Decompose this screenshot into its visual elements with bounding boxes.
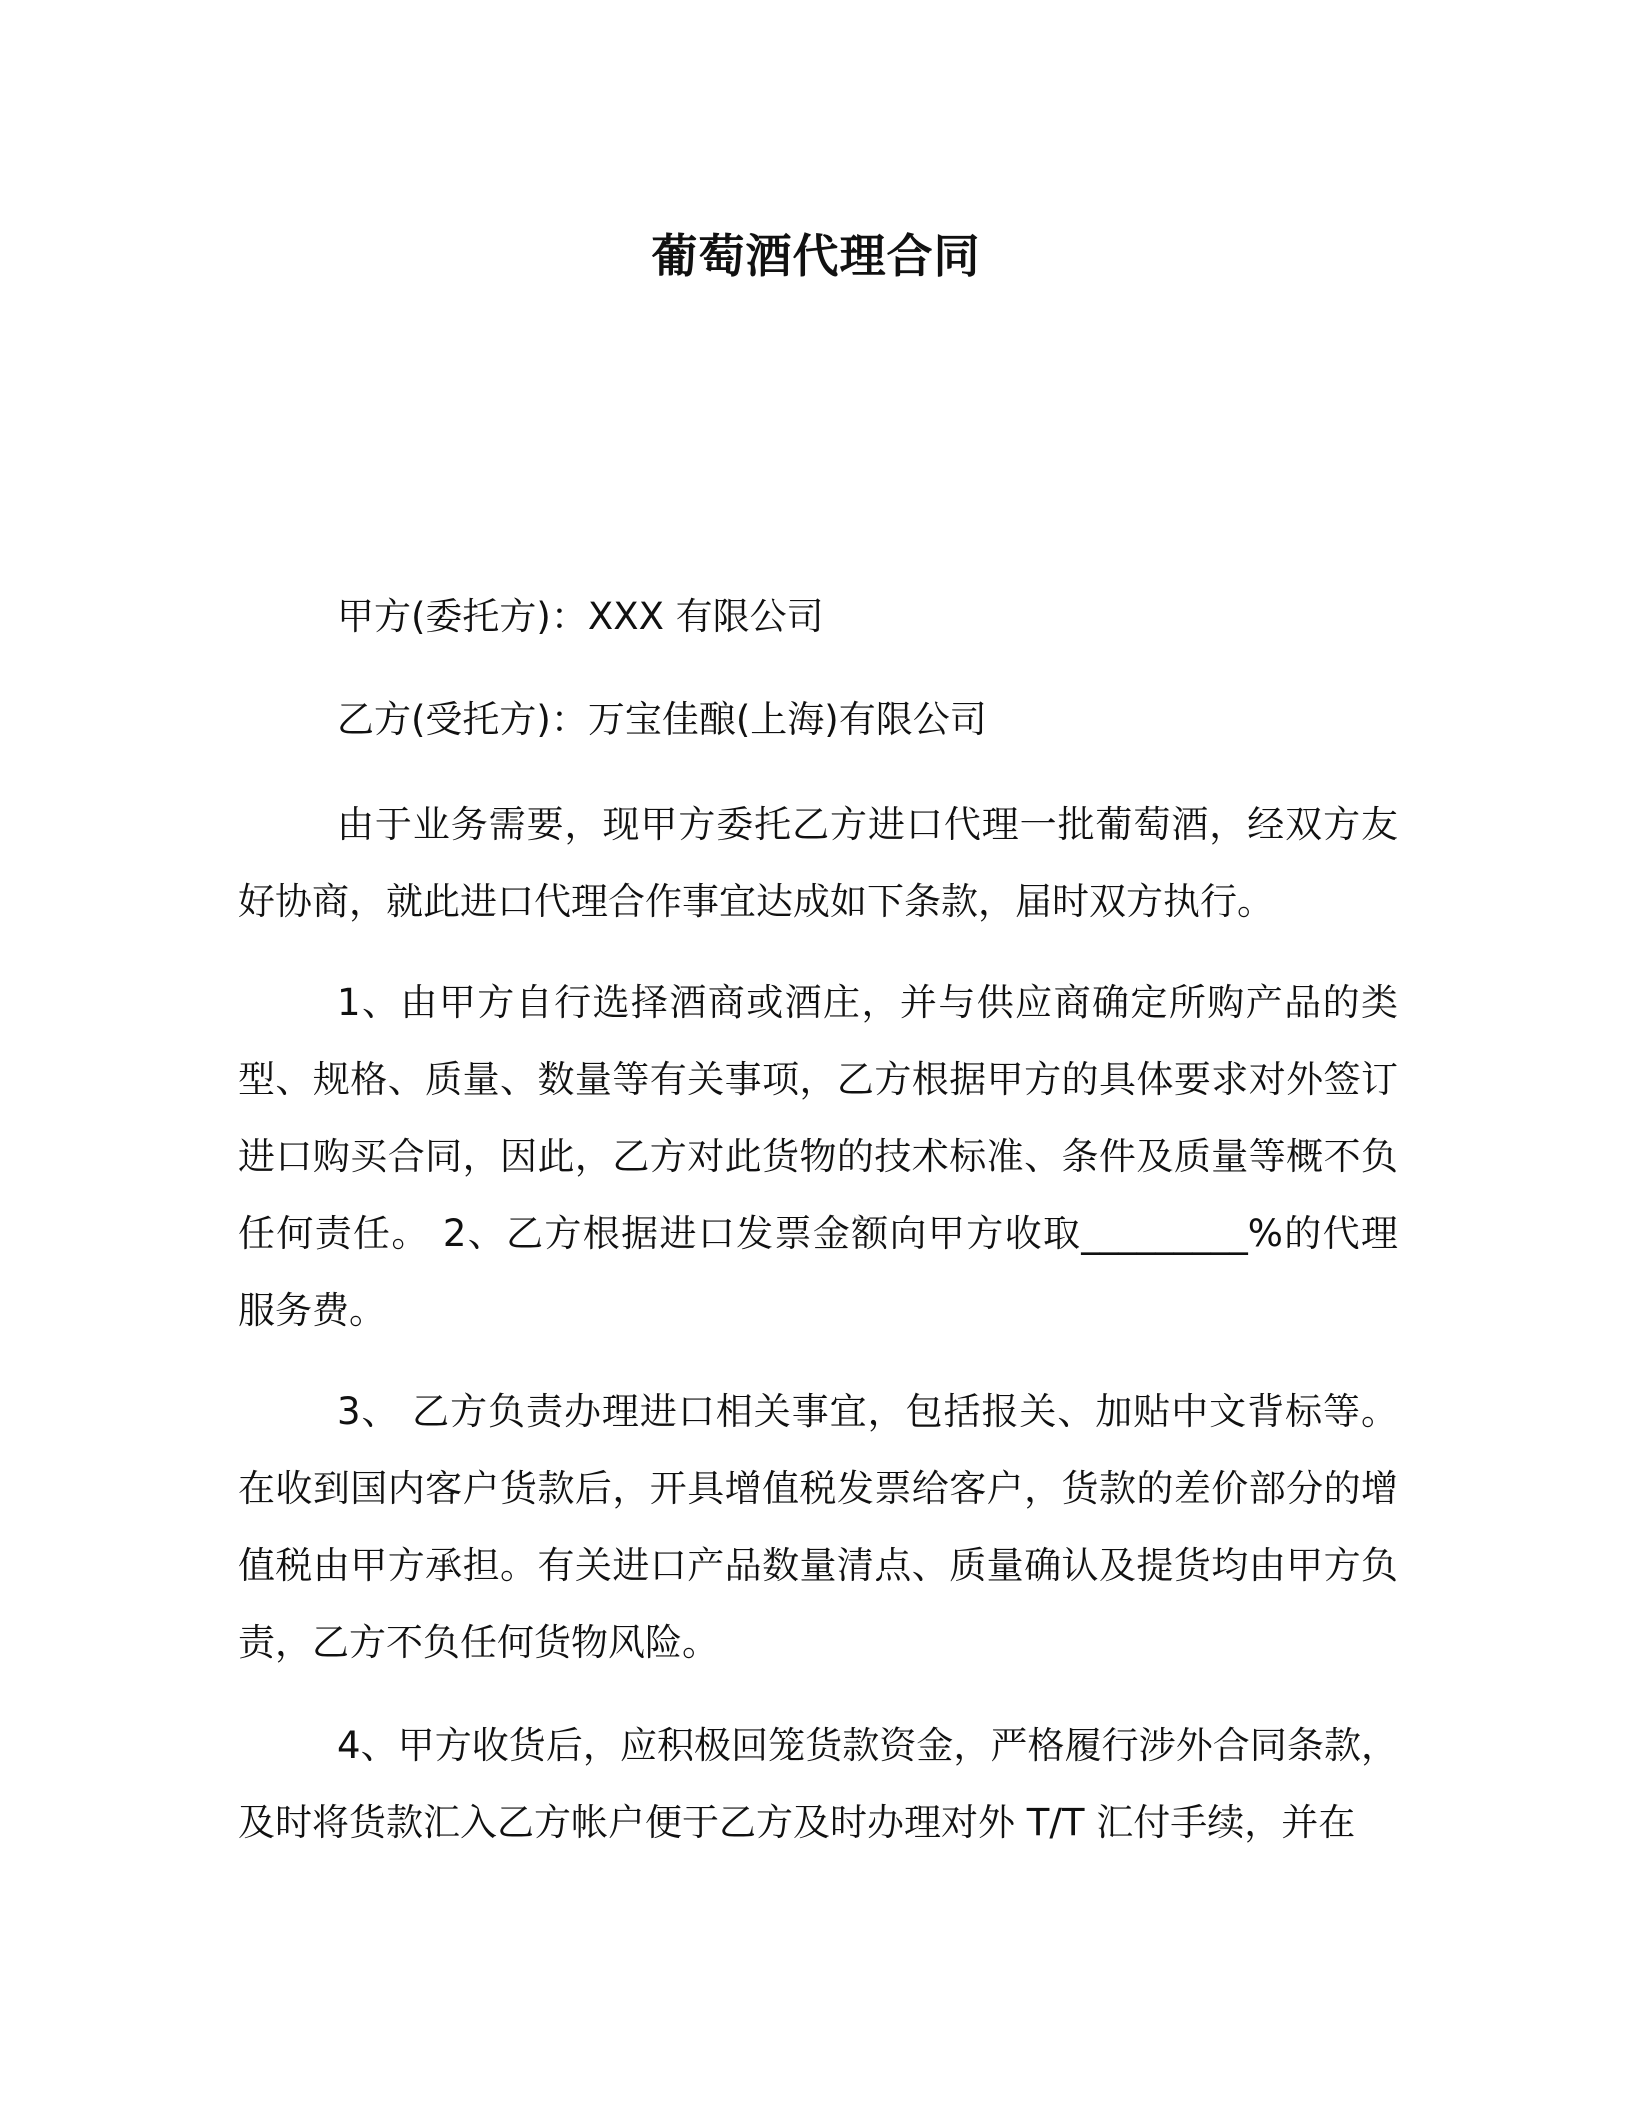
document-title: 葡萄酒代理合同	[651, 229, 981, 283]
clause-4-paragraph: 4、甲方收货后，应积极回笼货款资金，严格履行涉外合同条款，及时将货款汇入乙方帐户便于乙方及时办理对外 T/T 汇付手续，并在	[238, 1724, 1398, 1844]
party-b-line: 乙方(受托方)：万宝佳酿(上海)有限公司	[337, 698, 987, 741]
party-a-line: 甲方(委托方)：XXX 有限公司	[337, 595, 824, 638]
clause-1-2-paragraph: 1、由甲方自行选择酒商或酒庄，并与供应商确定所购产品的类型、规格、质量、数量等有关事项，乙方根据甲方的具体要求对外签订进口购买合同，因此，乙方对此货物的技术标准、条件及质量等概不负任何责任。 2、乙方根据进口发票金额向甲方收取_________%的代理服务费。	[238, 981, 1398, 1332]
clause-3-paragraph: 3、 乙方负责办理进口相关事宜，包括报关、加贴中文背标等。在收到国内客户货款后，开具增值税发票给客户，货款的差价部分的增值税由甲方承担。有关进口产品数量清点、质量确认及提货均由甲方负责，乙方不负任何货物风险。	[238, 1390, 1398, 1664]
preamble-paragraph: 由于业务需要，现甲方委托乙方进口代理一批葡萄酒，经双方友好协商，就此进口代理合作事宜达成如下条款，届时双方执行。	[238, 803, 1398, 923]
